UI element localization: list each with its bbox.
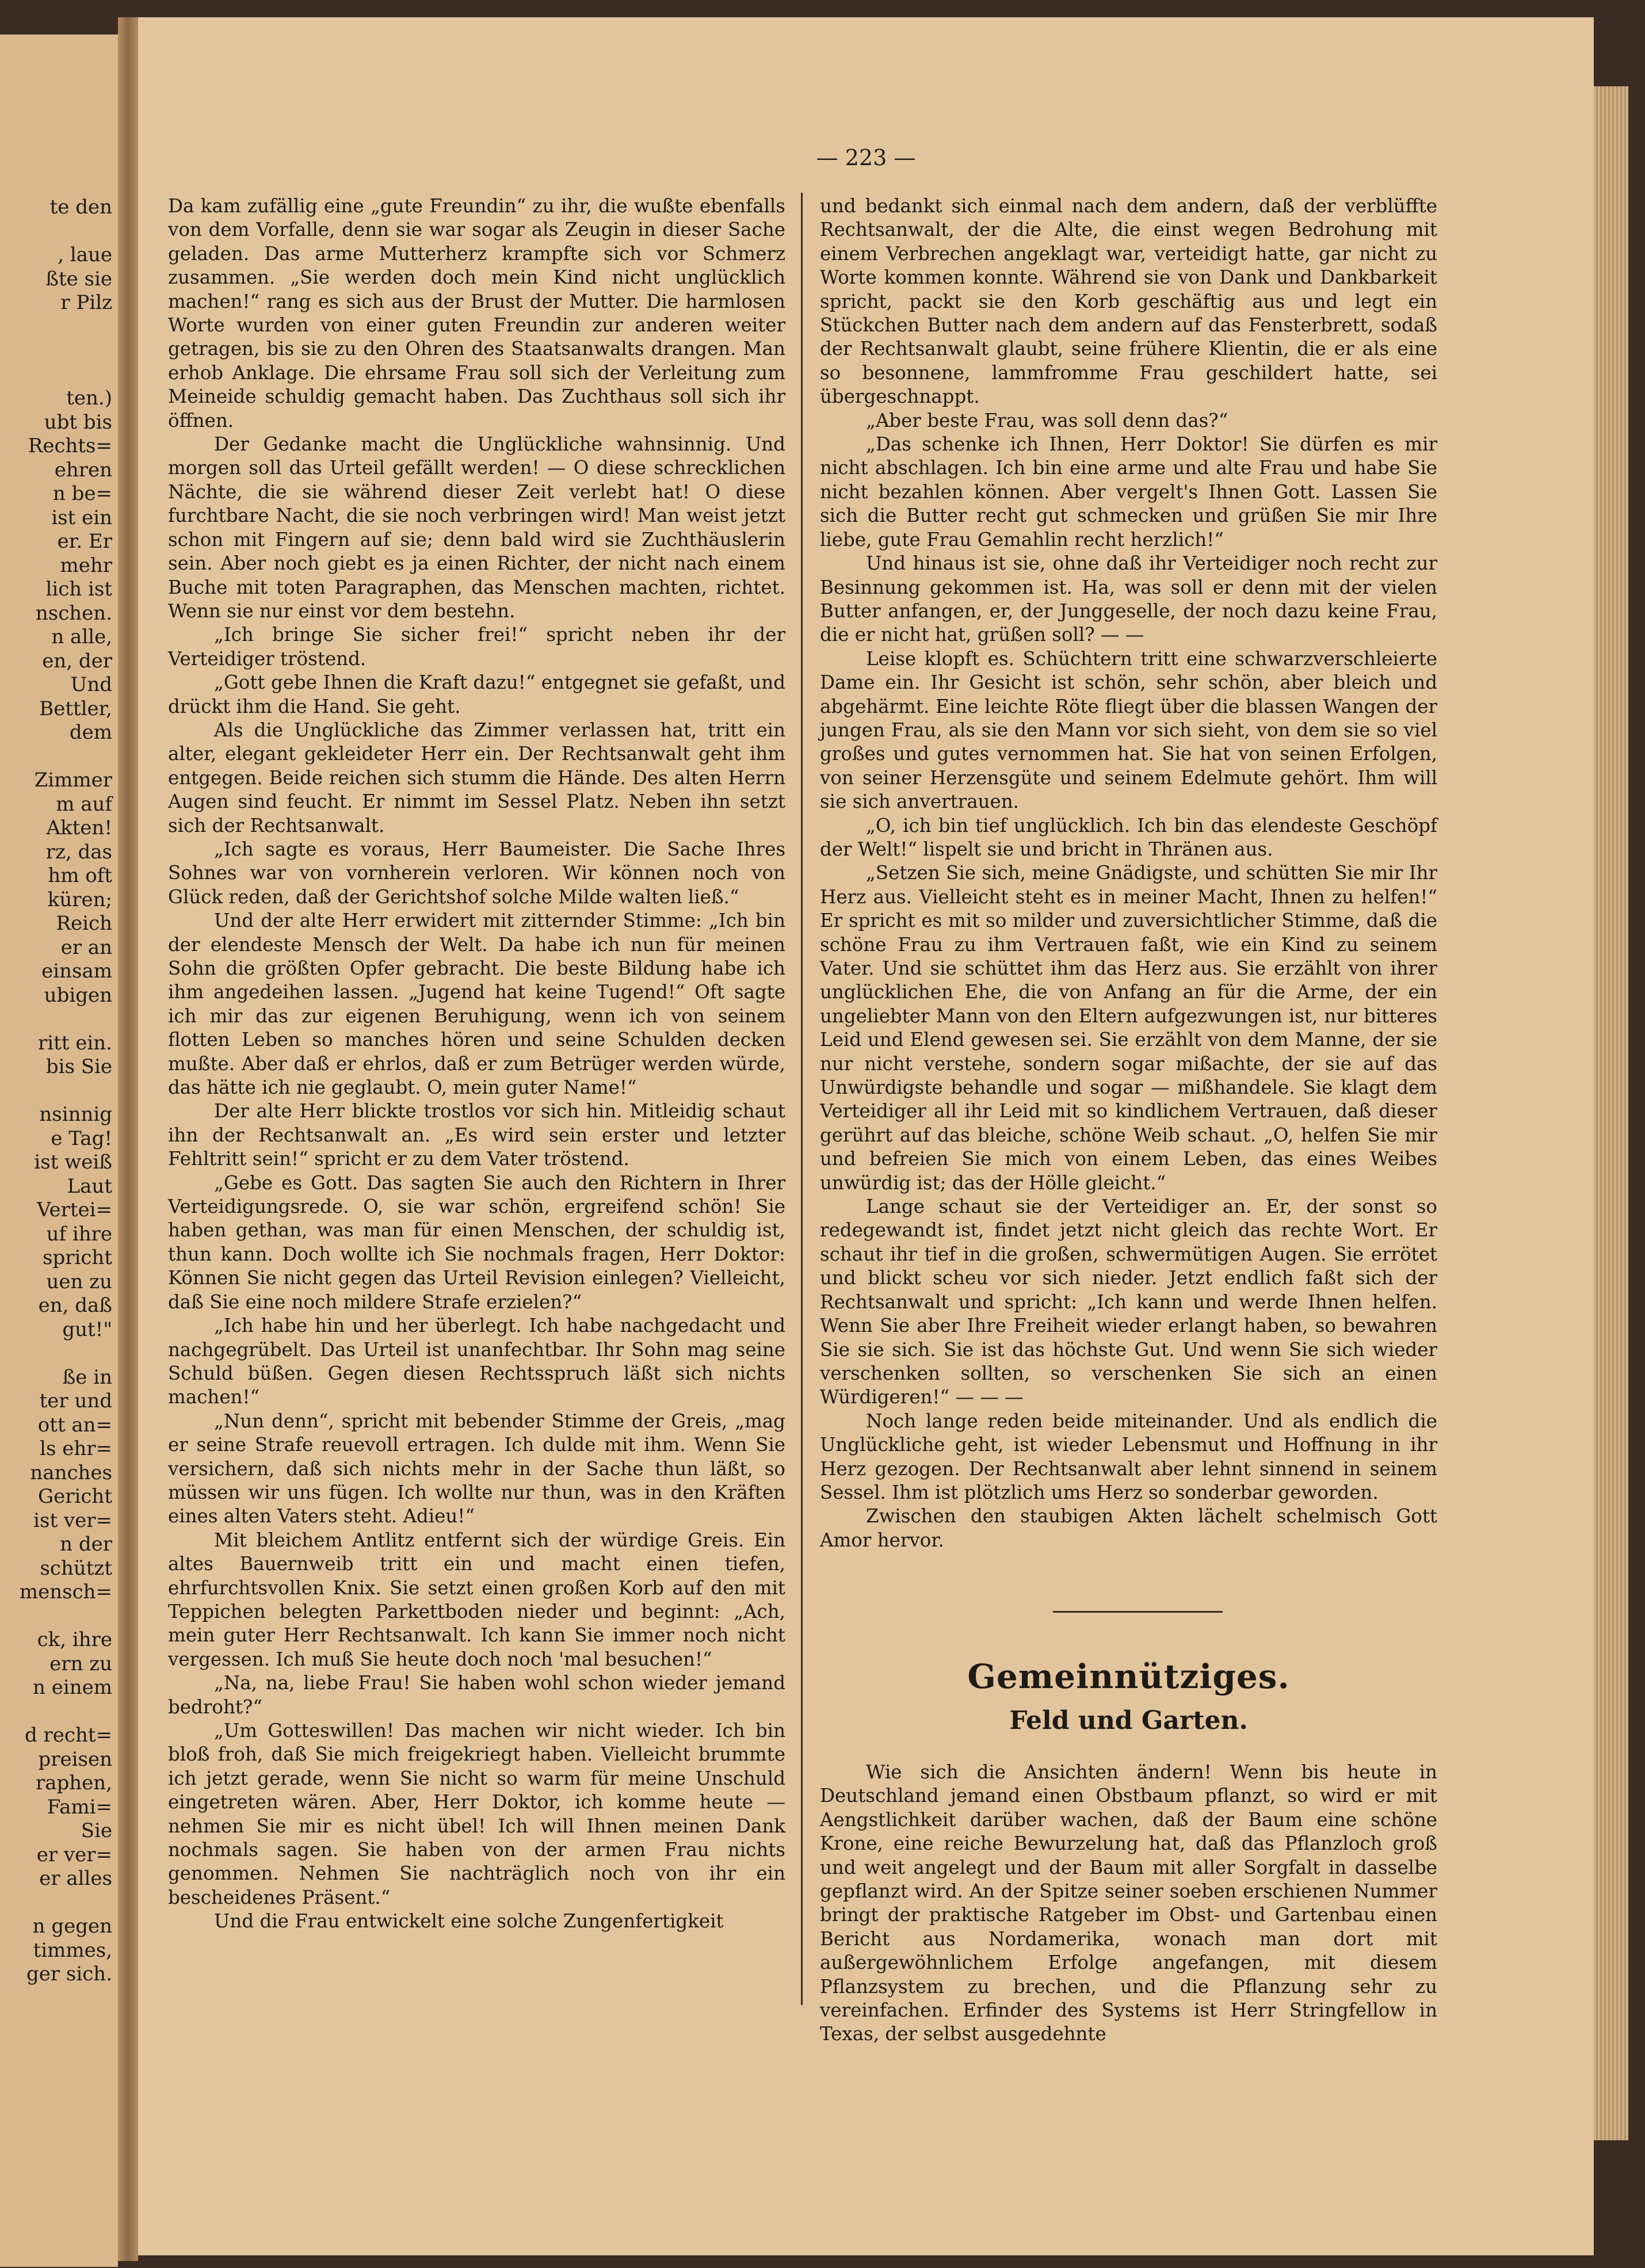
left-page-fragment: n alle, <box>51 625 112 648</box>
left-page-fragment: Zimmer <box>34 769 112 792</box>
left-page-fragment: ott an= <box>37 1413 112 1437</box>
left-page-fragment: küren; <box>47 888 112 911</box>
left-page-fragment: preisen <box>38 1747 112 1771</box>
left-page-fragment: n einem <box>33 1676 112 1699</box>
page-edges <box>1594 86 1628 2140</box>
story-end-rule <box>1053 1611 1223 1613</box>
paragraph: „O, ich bin tief unglücklich. Ich bin das elendeste Geschöpf der Welt!“ lispelt sie und bricht in Thränen aus. <box>820 814 1437 860</box>
left-page-fragment: te den <box>49 196 112 219</box>
paragraph: „Aber beste Frau, was soll denn das?“ <box>866 409 1228 432</box>
right-column-story <box>820 194 1437 1552</box>
left-page-fragment: dem <box>69 721 112 744</box>
paragraph: Und hinaus ist sie, ohne daß ihr Verteidiger noch recht zur Besinnung gekommen ist. Ha, was soll er denn mit der vielen Butter anfangen, er, der Junggeselle, der noch dazu keine Frau, die er nicht hat, grüßen soll? — — <box>820 552 1437 646</box>
paragraph: „Na, na, liebe Frau! Sie haben wohl schon wieder jemand bedroht?“ <box>168 1672 785 1718</box>
left-page-fragment: lich ist <box>45 578 112 601</box>
paragraph: Und der alte Herr erwidert mit zitternder Stimme: „Ich bin der elendeste Mensch der Welt. Da habe ich nun für meinen Sohn die größten Opfer gebracht. Die beste Bildung habe ich ihm angedeihen lassen. „Jugend hat keine Tugend!“ Oft sagte ich mir das zur eigenen Beruhigung, wenn ich von seinem flotten Leben so manches hören und seine Schulden decken mußte. Aber daß er ehrlos, daß er zum Betrüger werden würde, das hätte ich nie geglaubt. O, mein guter Name!“ <box>168 910 785 1099</box>
left-page-fragment: er ver= <box>36 1843 112 1866</box>
left-page-fragment: gut!" <box>62 1318 112 1341</box>
right-column-article <box>820 1761 1437 2046</box>
left-page-fragment: e Tag! <box>51 1127 112 1150</box>
left-page-fragment: hm oft <box>48 864 112 887</box>
left-page-fragment: n der <box>60 1533 112 1556</box>
left-page-fragment: uen zu <box>46 1270 112 1293</box>
paragraph: Der alte Herr blickte trostlos vor sich hin. Mitleidig schaut ihn der Rechtsanwalt an. „Es wird sein erster und letzter Fehltritt sein!“ spricht er zu dem Vater tröstend. <box>168 1100 785 1170</box>
left-page-fragment: r Pilz <box>60 291 112 314</box>
paragraph: „Nun denn“, spricht mit bebender Stimme der Greis, „mag er seine Strafe reuevoll ertragen. Ich dulde mit ihm. Wenn Sie versichern, daß sich nichts mehr in der Sache thun läßt, so müssen wir uns fügen. Ich wollte nur thun, was in den Kräften eines alten Vaters steht. Adieu!“ <box>168 1410 785 1528</box>
left-page-fragment: m auf <box>56 792 112 816</box>
column-rule <box>801 193 803 2005</box>
left-page-fragment: n gegen <box>32 1915 112 1938</box>
left-page-fragment: ten.) <box>66 387 112 410</box>
left-page-fragment: en, der <box>42 649 112 673</box>
left-page-fragment: einsam <box>41 960 112 983</box>
left-page-fragment: Fami= <box>47 1795 112 1819</box>
page-number: — 223 — <box>816 145 916 170</box>
left-page-fragment: ße in <box>62 1365 112 1389</box>
left-page-fragment: ger sich. <box>26 1962 112 1986</box>
paragraph: „Das schenke ich Ihnen, Herr Doktor! Sie dürfen es mir nicht abschlagen. Ich bin eine arme und alte Frau und habe Sie nicht bezahlen können. Aber vergelt's Ihnen Gott. Lassen Sie sich die Butter recht gut schmecken und grüßen Sie mir Ihre liebe, gute Frau Gemahlin recht herzlich!“ <box>820 433 1437 551</box>
left-page-fragment: bis Sie <box>45 1055 112 1078</box>
left-column <box>168 194 785 1934</box>
paragraph: „Setzen Sie sich, meine Gnädigste, und schütten Sie mir Ihr Herz aus. Vielleicht steht es in meiner Macht, Ihnen zu helfen!“ Er spricht es mit so milder und zuversichtlicher Stimme, daß die schöne Frau zu ihm Vertrauen faßt, wie ein Kind zu seinem Vater. Und sie schüttet ihm das Herz aus. Sie erzählt von ihrer unglücklichen Ehe, die von Anfang an für die Arme, der ein ungeliebter Mann von den Eltern aufgezwungen ist, nur bitteres Leid und Elend gewesen sei. Sie erzählt von dem Manne, der sie nur nicht verstehe, sondern sogar mißachte, der sie auf das Unwürdigste behandle und sogar — mißhandele. Sie klagt dem Verteidiger all ihr Leid mit so kindlichem Vertrauen, daß dieser gerührt auf das bleiche, schöne Weib schaut. „O, helfen Sie mir und befreien Sie mich von einem Leben, das eines Weibes unwürdig ist; das der Hölle gleicht.“ <box>820 862 1437 1194</box>
left-page-fragment: mehr <box>60 553 112 577</box>
paragraph: Der Gedanke macht die Unglückliche wahnsinnig. Und morgen soll das Urteil gefällt werden! — O diese schrecklichen Nächte, die sie während dieser Zeit verlebt hat! O diese furchtbare Nacht, die sie noch verbringen wird! Man weist jetzt schon mit Fingern auf sie; denn bald wird sie Zuchthäuslerin sein. Aber noch giebt es ja einen Richter, der nicht nach einem Buche mit toten Paragraphen, das Menschen machten, richtet. Wenn sie nur einst vor dem bestehn. <box>168 433 785 622</box>
book-gutter <box>118 17 138 2261</box>
paragraph: Als die Unglückliche das Zimmer verlassen hat, tritt ein alter, elegant gekleideter Herr ein. Der Rechtsanwalt geht ihm entgegen. Beide reichen sich stumm die Hände. Des alten Herrn Augen sind feucht. Er nimmt im Sessel Platz. Neben ihn setzt sich der Rechtsanwalt. <box>168 719 785 837</box>
left-page-fragment: uf ihre <box>46 1222 112 1246</box>
paragraph: Wie sich die Ansichten ändern! Wenn bis heute in Deutschland jemand einen Obstbaum pflanzt, so wird er mit Aengstlichkeit darüber wachen, daß der Baum eine schöne Krone, eine reiche Bewurzelung hat, daß das Pflanzloch groß und weit angelegt und der Baum mit aller Sorgfalt in dasselbe gepflanzt wird. An der Spitze seiner soeben erschienen Nummer bringt der praktische Ratgeber im Obst- und Gartenbau einen Bericht aus Nordamerika, wonach man dort mit außergewöhnlichem Erfolge angefangen, mit diesem Pflanzsystem zu brechen, und die Pflanzung sehr zu vereinfachen. Erfinder des Systems ist Herr Stringfellow in Texas, der selbst ausgedehnte <box>820 1761 1437 2045</box>
left-page-fragment: mensch= <box>19 1580 112 1603</box>
left-page-fragment: ßte sie <box>45 267 112 291</box>
section-subheading: Feld und Garten. <box>1009 1706 1248 1735</box>
left-page-fragment: ehren <box>54 458 112 482</box>
paragraph: Lange schaut sie der Verteidiger an. Er, der sonst so redegewandt ist, findet jetzt nicht gleich das rechte Wort. Er schaut ihr tief in die großen, schwermütigen Augen. Sie errötet und blickt scheu vor sich nieder. Jetzt endlich faßt sich der Rechtsanwalt und spricht: „Ich kann und werde Ihnen helfen. Wenn Sie aber Ihre Freiheit wieder erlangt haben, so bewahren Sie sie sich. Sie ist das höchste Gut. Und wenn Sie sich wieder verschenken sollten, so verschenken Sie sich an einen Würdigeren!“ — — — <box>820 1196 1437 1408</box>
paragraph: „Gott gebe Ihnen die Kraft dazu!“ entgegnet sie gefaßt, und drückt ihm die Hand. Sie geht. <box>168 671 785 717</box>
left-page-fragment: nanches <box>30 1461 112 1484</box>
left-page-fragment: Rechts= <box>28 434 112 457</box>
left-page-fragment: Sie <box>81 1819 112 1842</box>
left-page-fragment: Und <box>70 673 112 696</box>
paragraph: „Ich bringe Sie sicher frei!“ spricht neben ihr der Verteidiger tröstend. <box>168 624 785 670</box>
left-page-fragment: Gericht <box>37 1485 112 1508</box>
left-page-fragment: en, daß <box>38 1294 112 1317</box>
paragraph: Da kam zufällig eine „gute Freundin“ zu ihr, die wußte ebenfalls von dem Vorfalle, denn sie war sogar als Zeugin in dieser Sache geladen. Das arme Mutterherz krampfte sich vor Schmerz zusammen. „Sie werden doch mein Kind nicht unglücklich machen!“ rang es sich aus der Brust der Mutter. Die harmlosen Worte wurden von einer guten Freundin zur anderen weiter getragen, bis sie zu den Ohren des Staatsanwalts drangen. Man erhob Anklage. Die ehrsame Frau soll sich der Verleitung zum Meineide schuldig gemacht haben. Das Zuchthaus soll sich ihr öffnen. <box>168 195 785 432</box>
left-page-fragment: raphen, <box>35 1771 112 1794</box>
left-page-fragment: rz, das <box>45 840 112 864</box>
paragraph: „Ich habe hin und her überlegt. Ich habe nachgedacht und nachgegrübelt. Das Urteil ist unanfechtbar. Ihr Sohn mag seine Schuld büßen. Gegen diesen Rechtsspruch läßt sich nichts machen!“ <box>168 1315 785 1408</box>
left-page-fragment: nsinnig <box>39 1103 112 1126</box>
paragraph: Noch lange reden beide miteinander. Und als endlich die Unglückliche geht, ist wieder Lebensmut und Hoffnung in ihr Herz gezogen. Der Rechtsanwalt aber lehnt sinnend in seinem Sessel. Ihm ist plötzlich ums Herz so sonderbar geworden. <box>820 1410 1437 1503</box>
left-page-fragment: ubt bis <box>44 410 112 434</box>
left-page-fragment: er alles <box>39 1867 112 1890</box>
left-page-fragment: d recht= <box>24 1724 112 1747</box>
left-page-fragment: Akten! <box>46 816 112 839</box>
paragraph: „Ich sagte es voraus, Herr Baumeister. Die Sache Ihres Sohnes war von vornherein verloren. Wir können noch von Glück reden, daß der Gerichtshof solche Milde walten ließ.“ <box>168 838 785 908</box>
left-page-fragment: spricht <box>43 1246 112 1269</box>
left-page-fragment: Bettler, <box>39 697 112 720</box>
left-page-fragment: ls ehr= <box>40 1437 112 1460</box>
paragraph: und bedankt sich einmal nach dem andern, daß der verblüffte Rechtsanwalt, der die Alte, die einst wegen Bedrohung mit einem Verbrechen angeklagt war, verteidigt hatte, gar nicht zu Worte kommen konnte. Während sie von Dank und Dankbarkeit spricht, packt sie den Korb geschäftig aus und legt ein Stückchen Butter nach dem andern auf das Fensterbrett, sodaß der Rechtsanwalt glaubt, seine frühere Klientin, die er als eine so besonnene, lammfromme Frau geschildert hatte, sei übergeschnappt. <box>820 195 1437 408</box>
paragraph: Und die Frau entwickelt eine solche Zungenfertigkeit <box>214 1910 724 1933</box>
left-page-fragment: ist weiß <box>34 1151 112 1174</box>
left-page-fragment: ck, ihre <box>37 1628 112 1651</box>
left-page-fragment: Reich <box>56 912 112 935</box>
paragraph: Leise klopft es. Schüchtern tritt eine schwarzverschleierte Dame ein. Ihr Gesicht ist schön, sehr schön, aber bleich und abgehärmt. Eine leichte Röte fliegt über die blassen Wangen der jungen Frau, als sie den Mann vor sich sieht, von dem sie so viel großes und gutes vernommen hat. Sie hat von seinen Erfolgen, von seiner Herzensgüte und seinem Edelmute gehört. Ihm will sie sich anvertrauen. <box>820 647 1437 813</box>
left-page-fragment: ern zu <box>49 1652 112 1675</box>
left-page-fragment: Laut <box>67 1174 112 1198</box>
left-page-fragment: nschen. <box>35 601 112 625</box>
paragraph: „Gebe es Gott. Das sagten Sie auch den Richtern in Ihrer Verteidigungsrede. O, sie war schön, ergreifend schön! Sie haben gethan, was man für einen Menschen, der schuldig ist, thun kann. Doch wollte ich Sie nochmals fragen, Herr Doktor: Können Sie nicht gegen das Urteil Revision einlegen? Vielleicht, daß Sie eine noch mildere Strafe erzielen?“ <box>168 1171 785 1313</box>
left-page-fragment: ter und <box>39 1389 112 1412</box>
left-page-fragment: ist ver= <box>33 1509 112 1532</box>
section-heading: Gemeinnütziges. <box>967 1657 1290 1696</box>
left-page-fragment: timmes, <box>33 1938 112 1962</box>
left-page-fragment: , laue <box>58 243 112 266</box>
left-page-edge <box>0 35 118 2267</box>
left-page-fragment: ist ein <box>51 506 112 529</box>
left-page-fragment: ubigen <box>44 983 112 1007</box>
left-page-fragment: ritt ein. <box>38 1031 112 1055</box>
left-page-fragment: er an <box>60 936 112 959</box>
paragraph: Mit bleichem Antlitz entfernt sich der würdige Greis. Ein altes Bauernweib tritt ein und macht einen tiefen, ehrfurchtsvollen Knix. Sie setzt einen großen Korb auf den mit Teppichen belegten Parkettboden nieder und beginnt: „Ach, mein guter Herr Rechtsanwalt. Ich kann Sie immer noch nicht vergessen. Ich muß Sie heute doch noch 'mal besuchen!“ <box>168 1529 785 1670</box>
left-page-fragment: er. Er <box>57 530 112 553</box>
paragraph: Zwischen den staubigen Akten lächelt schelmisch Gott Amor hervor. <box>820 1505 1437 1551</box>
left-page-fragment: schützt <box>40 1556 112 1580</box>
left-page-fragment: n be= <box>52 482 112 505</box>
left-page-fragment: Vertei= <box>37 1198 112 1221</box>
paragraph: „Um Gotteswillen! Das machen wir nicht wieder. Ich bin bloß froh, daß Sie mich freigekriegt haben. Vielleicht brummte ich jetzt gerade, wenn Sie nicht so warm für meine Unschuld eingetreten wären. Aber, Herr Doktor, ich komme heute — nehmen Sie mir es nicht übel! Ich will Ihnen meinen Dank nochmals sagen. Sie haben von der armen Frau nichts genommen. Nehmen Sie nachträglich noch von ihr ein bescheidenes Präsent.“ <box>168 1720 785 1908</box>
